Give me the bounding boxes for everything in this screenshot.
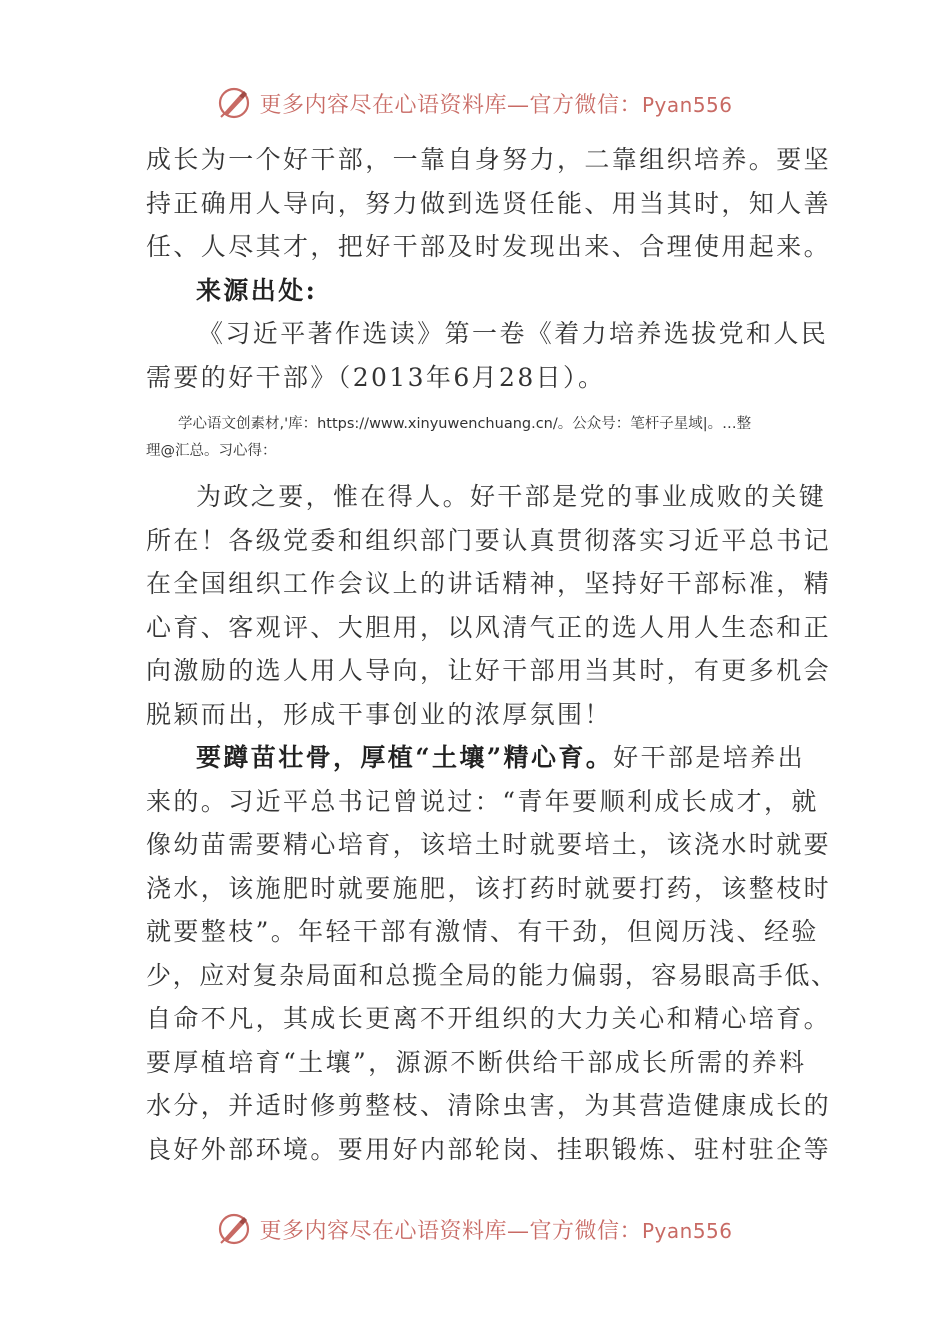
footer-banner (0, 1212, 950, 1246)
pen-logo-icon (217, 1212, 251, 1246)
text-line: 《习近平著作选读》第一卷《着力培养选拔党和人民 (198, 319, 829, 348)
text-line: 就要整枝”。年轻干部有激情、有干劲，但阅历浅、经验 (146, 917, 819, 946)
header-banner-text: 更多内容尽在心语资料库—官方微信：Pyan556 (259, 92, 733, 118)
text-line: 在全国组织工作会议上的讲话精神，坚持好干部标准，精 (146, 569, 832, 598)
text-line (146, 736, 805, 780)
text-line: 需要的好干部》（2013年6月28日）。 (146, 362, 606, 392)
text-line: 任、人尽其才，把好干部及时发现出来、合理使用起来。 (146, 232, 832, 261)
text-line: 自命不凡，其成长更离不开组织的大力关心和精心培育。 (146, 1004, 832, 1033)
note-line: 学心语文创素材,'库：https://www.xinyuwenchuang.cn/。公众号：笔杆子星域|。…整 (178, 416, 752, 432)
text-line: 向激励的选人用人导向，让好干部用当其时，有更多机会 (146, 656, 832, 685)
text-line: 心育、客观评、大胆用，以风清气正的选人用人生态和正 (146, 612, 832, 642)
text-line: 水分，并适时修剪整枝、清除虫害，为其营造健康成长的 (146, 1091, 832, 1120)
header-banner (0, 86, 950, 120)
note-line: 理@汇总。习心得： (146, 443, 277, 459)
text-line: 为政之要，惟在得人。好干部是党的事业成败的关键 (196, 482, 827, 511)
text-line: 所在！各级党委和组织部门要认真贯彻落实习近平总书记 (146, 525, 832, 555)
watermark-note (146, 411, 786, 465)
text-line: 成长为一个好干部，一靠自身努力，二靠组织培养。要坚 (146, 145, 832, 174)
source-citation (146, 312, 829, 399)
document-body (146, 138, 838, 1171)
paragraph-3-lead-rest: 好干部是培养出 (613, 743, 805, 772)
header-wechat-id: Pyan556 (642, 92, 733, 117)
paragraph-3 (146, 736, 838, 1171)
text-line: 要厚植培育“土壤”，源源不断供给干部成长所需的养料 (146, 1047, 807, 1077)
text-line: 持正确用人导向，努力做到选贤任能、用当其时，知人善 (146, 188, 832, 218)
paragraph-2 (146, 475, 832, 736)
paragraph-1 (146, 138, 832, 269)
text-line: 浇水，该施肥时就要施肥，该打药时就要打药，该整枝时 (146, 873, 832, 903)
text-line: 少，应对复杂局面和总揽全局的能力偏弱，容易眼高手低、 (146, 960, 838, 990)
pen-logo-icon (217, 86, 251, 120)
text-line: 像幼苗需要精心培育，该培土时就要培土，该浇水时就要 (146, 830, 832, 859)
text-line: 来的。习近平总书记曾说过：“青年要顺利成长成才，就 (146, 786, 819, 816)
footer-wechat-id: Pyan556 (642, 1218, 733, 1243)
paragraph-3-lead: 要蹲苗壮骨，厚植“土壤”精心育。 (196, 743, 614, 772)
text-line: 脱颖而出，形成干事创业的浓厚氛围！ (146, 699, 612, 729)
source-heading: 来源出处: (196, 275, 318, 305)
text-line: 良好外部环境。要用好内部轮岗、挂职锻炼、驻村驻企等 (146, 1134, 832, 1164)
footer-banner-text: 更多内容尽在心语资料库—官方微信：Pyan556 (259, 1218, 733, 1244)
